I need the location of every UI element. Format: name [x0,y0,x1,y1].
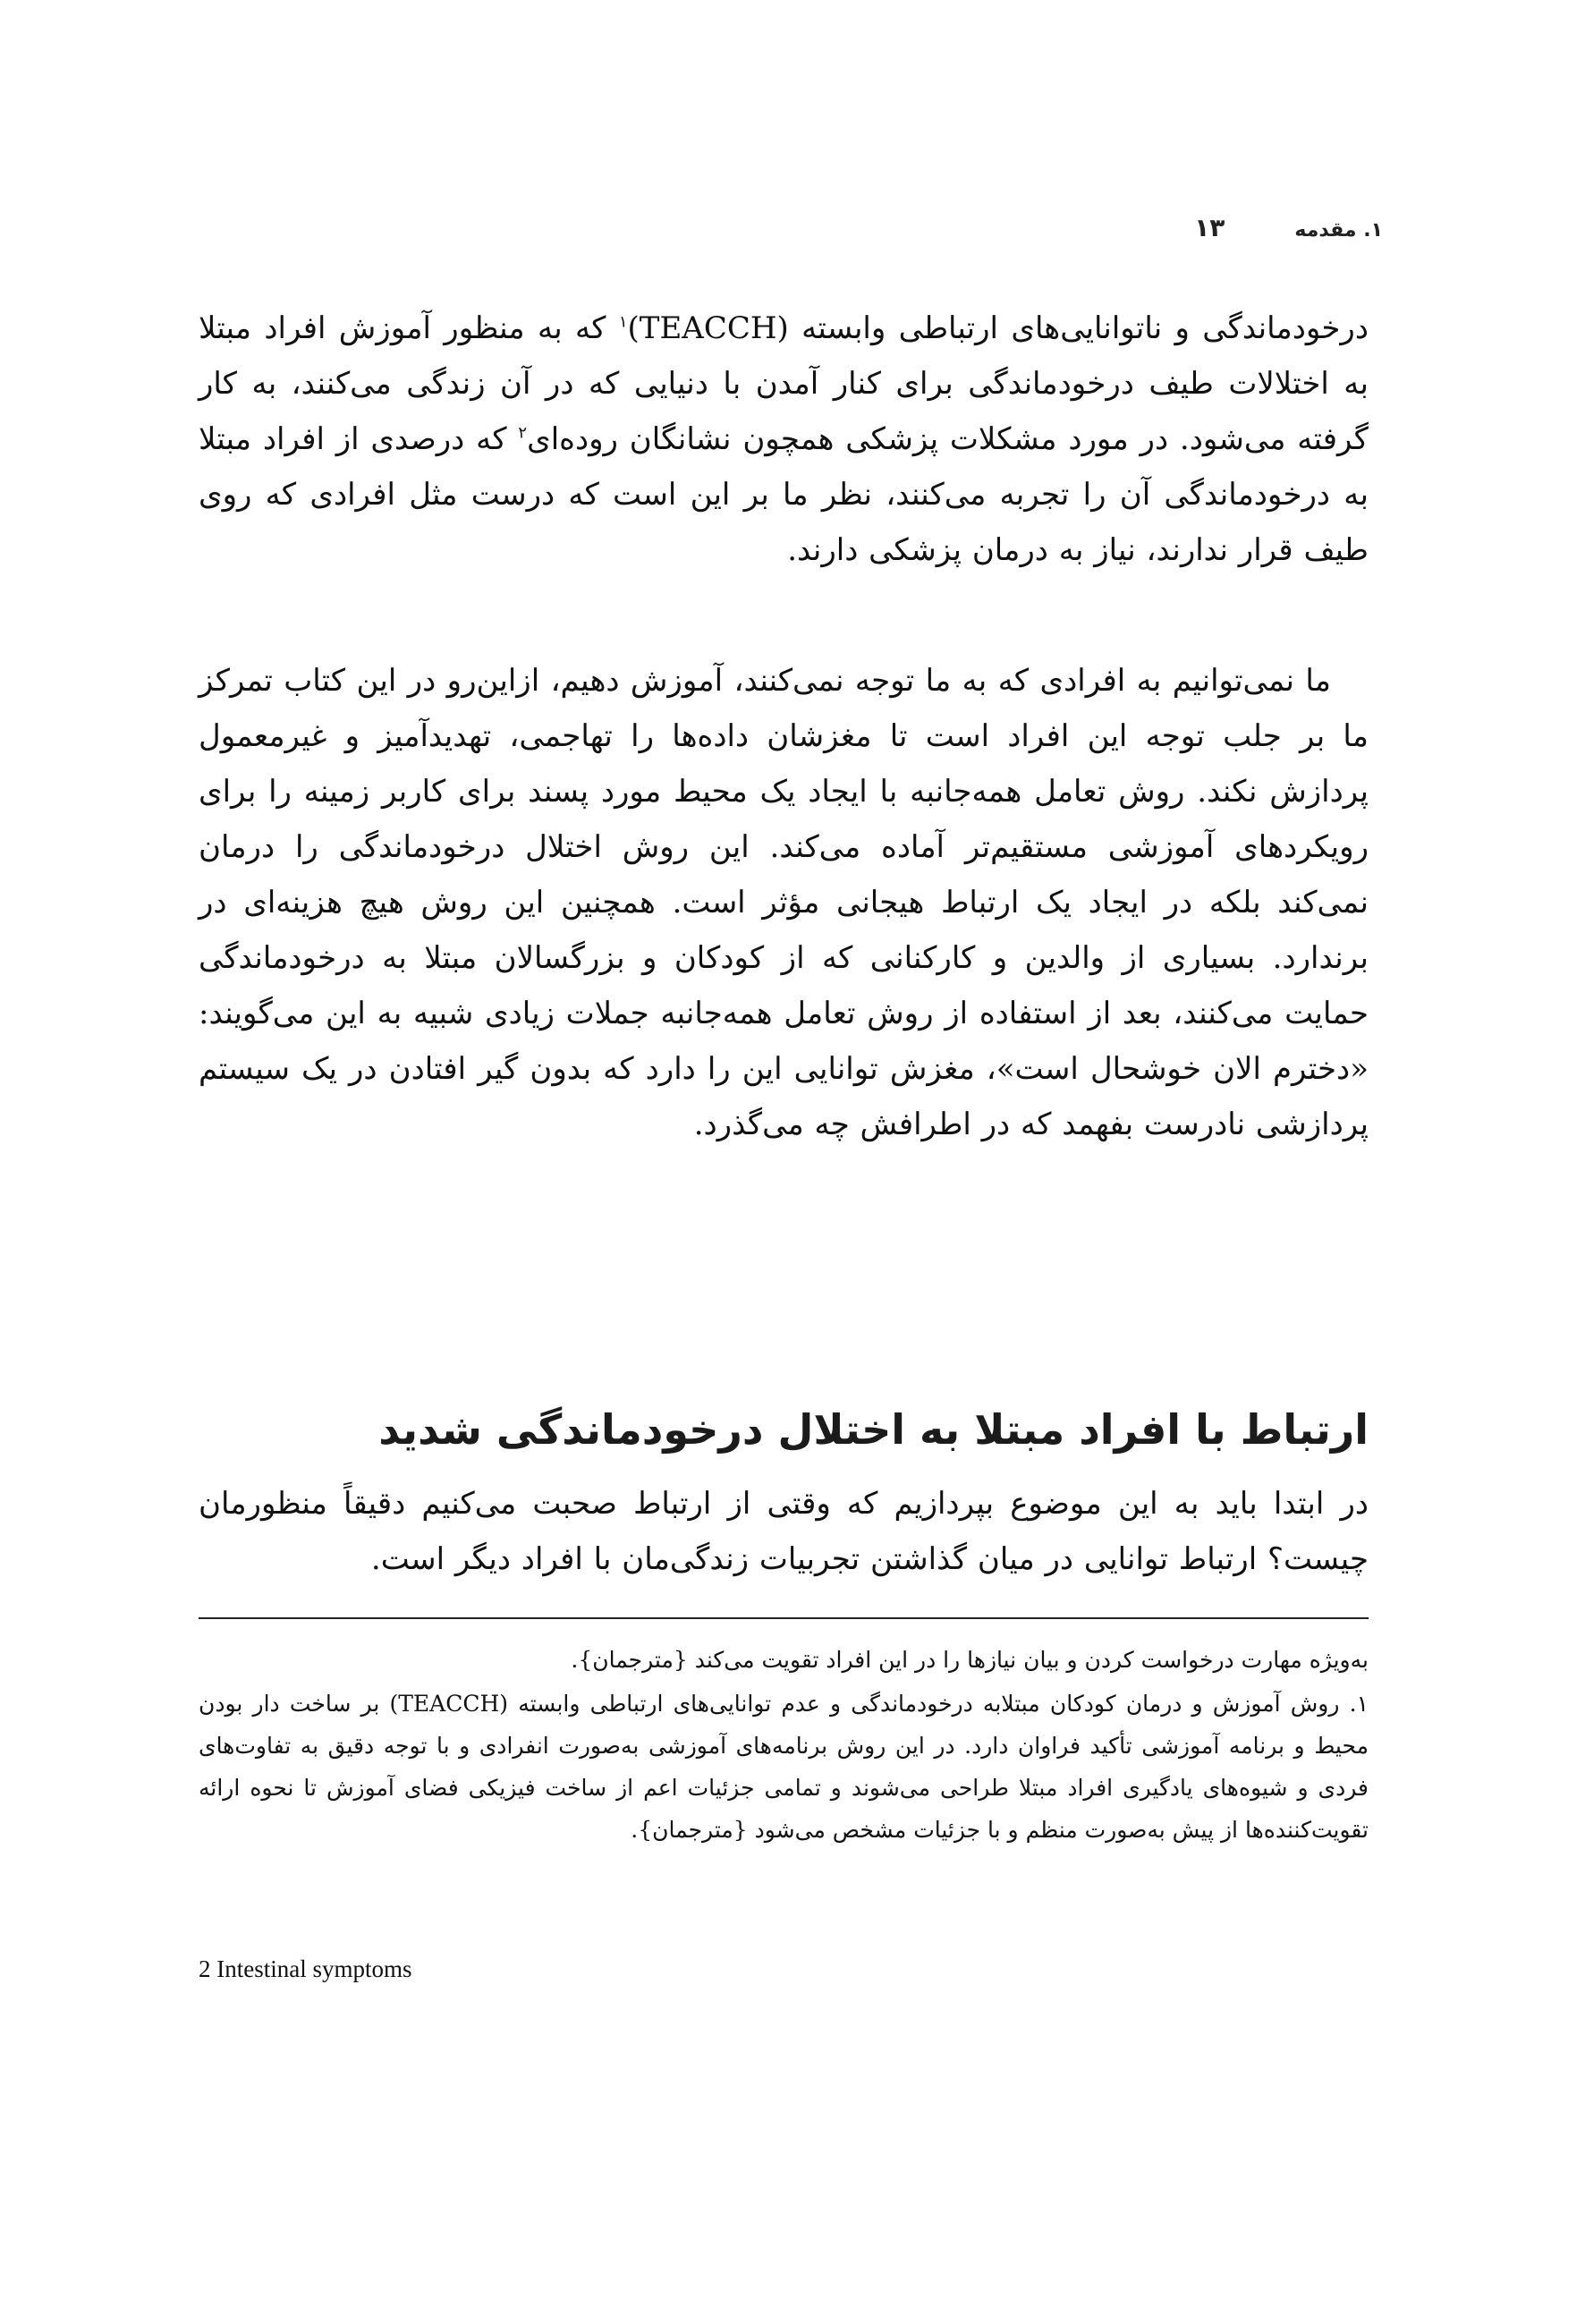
body-paragraph-2-text: ما نمی‌توانیم به افرادی که به ما توجه نمی‌کنند، آموزش دهیم، ازاین‌رو در این کتاب تمرکز ما بر جلب توجه این افراد است تا مغزشان داده‌ها را تهاجمی، تهدیدآمیز و غیرمعمول پردازش نکند. روش تعامل همه‌جانبه با ایجاد یک محیط مورد پسند برای کاربر زمینه را برای رویکردهای آموزشی مستقیم‌تر آماده می‌کند. این روش اختلال درخودماندگی را درمان نمی‌کند بلکه در ایجاد یک ارتباط هیجانی مؤثر است. همچنین این روش هیچ هزینه‌ای در برندارد. بسیاری از والدین و کارکنانی که از کودکان و بزرگسالان مبتلا به درخودماندگی حمایت می‌کنند، بعد از استفاده از روش تعامل همه‌جانبه جملات زیادی شبیه به این می‌گویند: «دخترم الان خوشحال است»، مغزش توانایی این را دارد که بدون گیر افتادن در یک سیستم پردازشی نادرست بفهمد که در اطرافش چه می‌گذرد. [199,663,1369,1142]
footnote-1: ۱. روش آموزش و درمان کودکان مبتلابه درخودماندگی و عدم توانایی‌های ارتباطی وابسته (TEACCH) بر ساخت دار بودن محیط و برنامه آموزشی تأکید فراوان دارد. در این روش برنامه‌های آموزشی به‌صورت انفرادی و با توجه دقیق به تفاوت‌های فردی و شیوه‌های یادگیری افراد مبتلا طراحی می‌شوند و تمامی جزئیات اعم از ساخت فیزیکی فضای آموزش تا نحوه ارائه تقویت‌کننده‌ها از پیش به‌صورت منظم و با جزئیات مشخص می‌شود {مترجمان}. [199,1691,1369,1843]
intro-text-part1: درخودماندگی و ناتوانایی‌های ارتباطی وابسته (TEACCH) [627,310,1369,346]
footnote-ref-1: ۱ [618,312,628,332]
chapter-label: ۱. مقدمه [1294,219,1383,242]
section-heading: ارتباط با افراد مبتلا به اختلال درخودماندگی شدید [378,1405,1369,1455]
intro-text-part3: که درصدی از افراد مبتلا به درخودماندگی آن را تجربه می‌کنند، نظر ما بر این است که درست مثل افرادی که روی طیف قرار ندارند، نیاز به درمان پزشکی دارند. [199,421,1369,568]
footnote-2: 2 Intestinal symptoms [199,1955,412,1982]
footnote-continuation: به‌ویژه مهارت درخواست کردن و بیان نیازها را در این افراد تقویت می‌کند {مترجمان}. [571,1647,1369,1673]
footnotes [199,1639,1369,1853]
footnote-ref-2: ۲ [518,423,528,443]
footnote-separator [199,1617,1369,1619]
body-paragraph-2 [199,653,1369,1152]
body-paragraph-3-text: در ابتدا باید به این موضوع بپردازیم که وقتی از ارتباط صحبت می‌کنیم دقیقاً منظورمان چیست؟ ارتباط توانایی در میان گذاشتن تجربیات زندگی‌مان با افراد دیگر است. [199,1486,1369,1577]
intro-text-part2: که به منظور آموزش افراد مبتلا به اختلالات طیف درخودماندگی برای کنار آمدن با دنیایی که در آن زندگی می‌کنند، به کار گرفته می‌شود. در مورد مشکلات پزشکی همچون نشانگان روده‌ای [199,310,1369,457]
page-number: ۱۳ [1194,213,1225,242]
body-paragraph-3 [199,1476,1369,1587]
intro-paragraph [199,301,1369,578]
running-head [1194,213,1383,242]
